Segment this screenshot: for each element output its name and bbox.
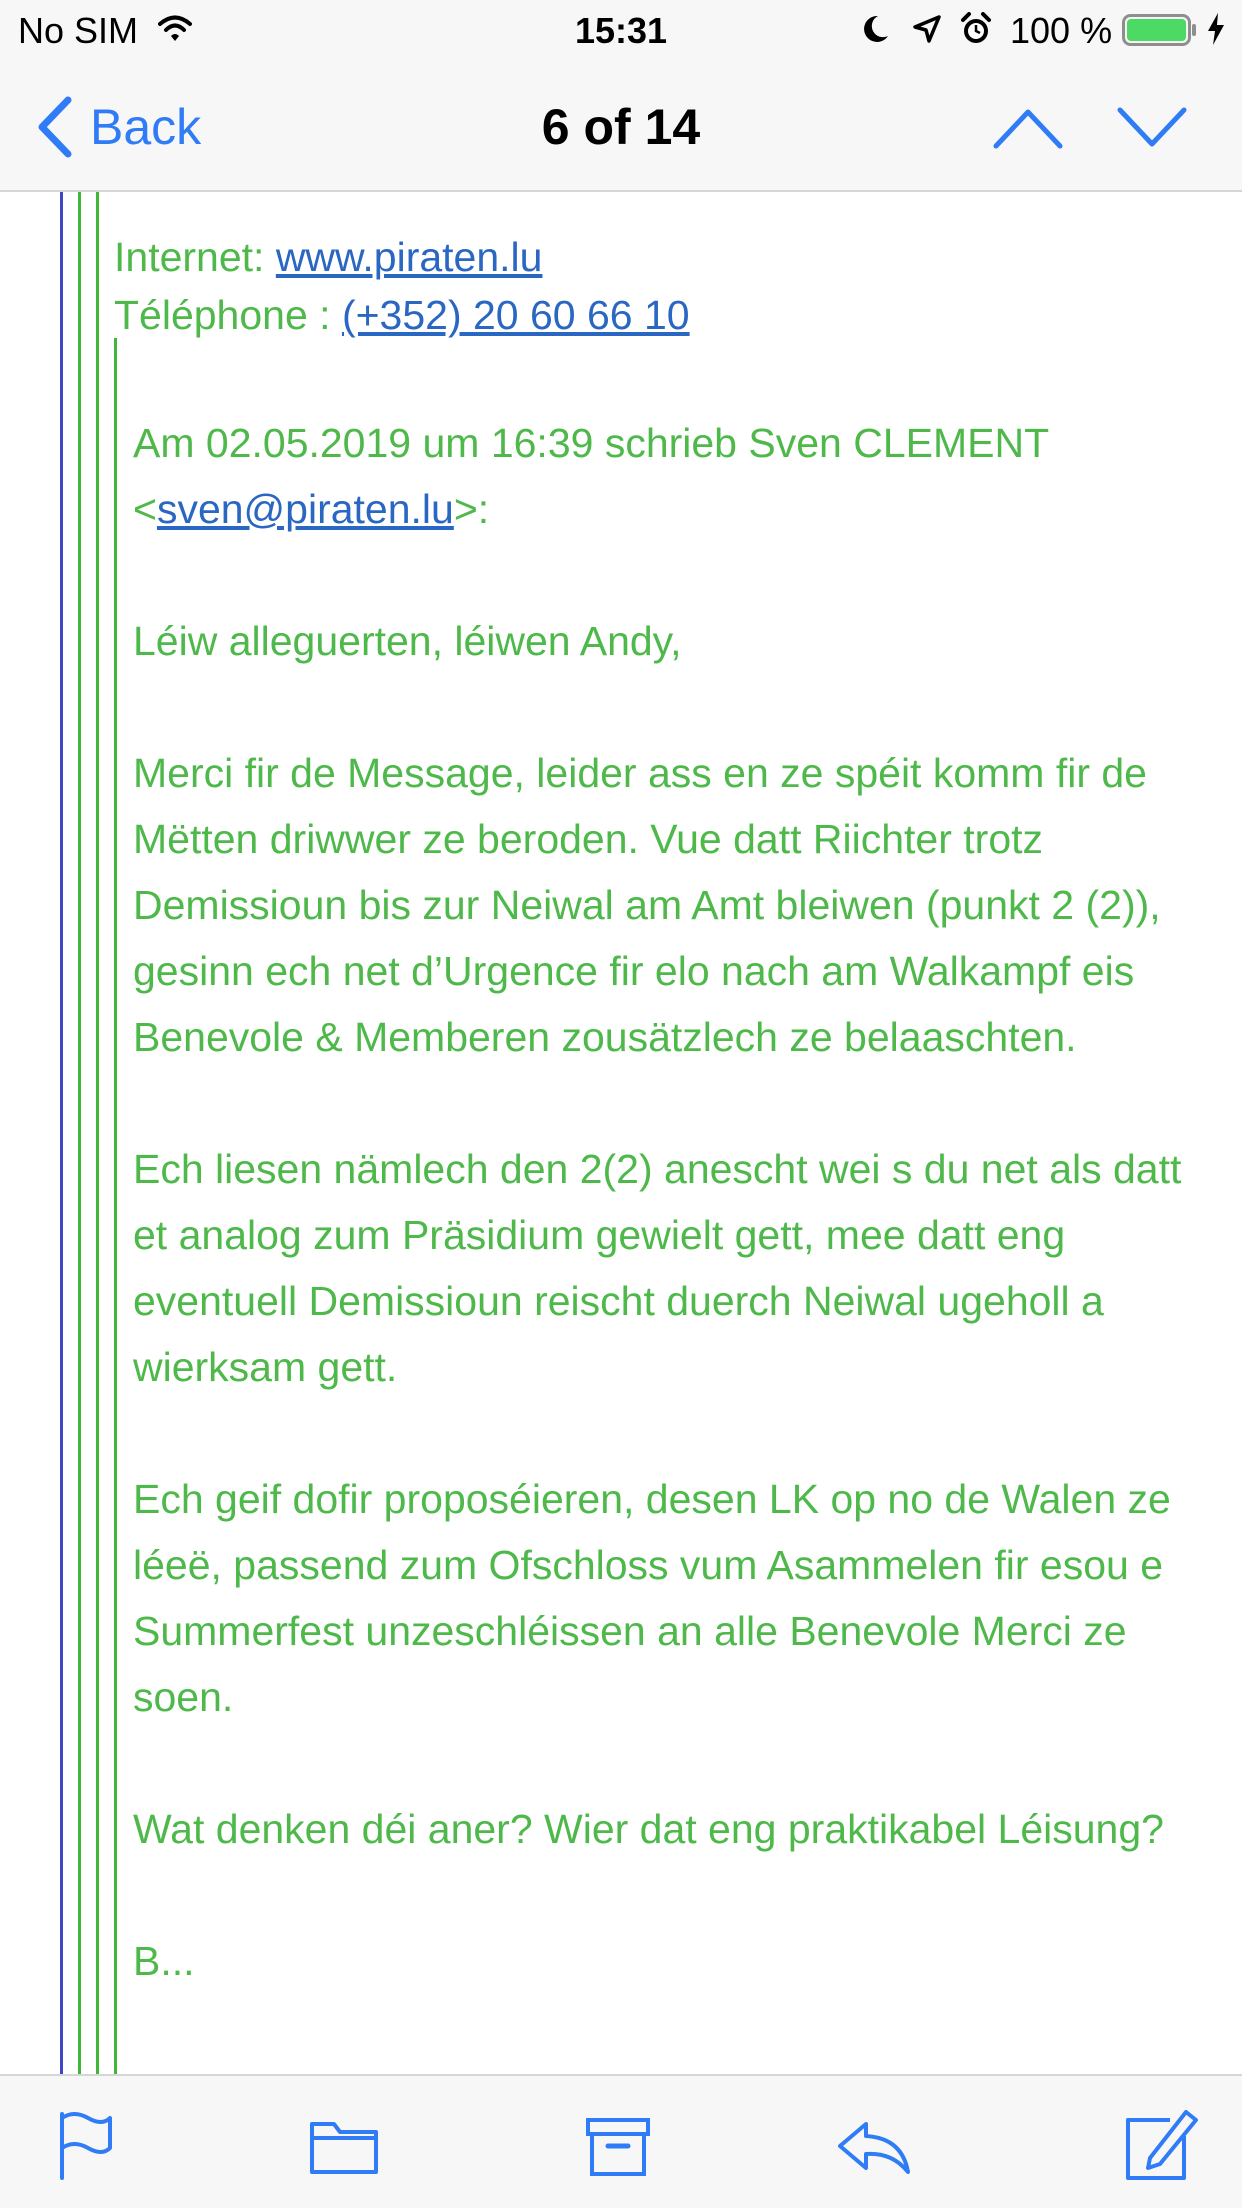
- flag-icon: [52, 2106, 132, 2186]
- phone-label: Téléphone :: [114, 292, 342, 338]
- compose-icon: [1120, 2106, 1200, 2186]
- status-bar: [0, 0, 1242, 60]
- battery-icon: [1122, 14, 1198, 51]
- next-message-button[interactable]: [1114, 100, 1190, 154]
- quoted-message: [133, 410, 1193, 2060]
- reply-icon: [834, 2106, 914, 2186]
- alarm-clock-icon: [960, 12, 992, 51]
- quote-header: [133, 410, 1193, 542]
- flag-button[interactable]: [52, 2106, 132, 2186]
- quote-header-suffix: >:: [453, 486, 490, 532]
- reply-button[interactable]: [834, 2106, 914, 2186]
- bottom-toolbar: [0, 2074, 1242, 2208]
- previous-message-button[interactable]: [990, 100, 1066, 154]
- navigation-bar: [0, 60, 1242, 192]
- archive-button[interactable]: [580, 2106, 660, 2186]
- carrier-label: No SIM: [18, 10, 139, 51]
- folder-icon: [304, 2106, 384, 2186]
- message-paragraph: Ech geif dofir proposéieren, desen LK op no de Walen ze léeë, passend zum Ofschloss vum Asammelen fir esou e Summerfest unzeschléissen an alle Benevole Merci ze soen.: [133, 1476, 1171, 1720]
- message-paragraph: Ech liesen nämlech den 2(2) anescht wei s du net als datt et analog zum Präsidium gewielt gett, mee datt eng eventuell Demissioun reischt duerch Neiwal ugeholl a wierksam gett.: [133, 1146, 1182, 1390]
- quote-header-prefix: Am 02.05.2019 um 16:39 schrieb Sven CLEMENT <: [133, 420, 1049, 532]
- quote-bar: [60, 192, 63, 2074]
- message-paragraph-greeting: Léiw alleguerten, léiwen Andy,: [133, 618, 682, 664]
- message-position-title: 6 of 14: [541, 99, 701, 155]
- phone-line: [114, 286, 690, 344]
- signature-contact-block: [114, 228, 690, 344]
- phone-link[interactable]: (+352) 20 60 66 10: [341, 292, 690, 338]
- previous-message-chevron-up-icon: [990, 100, 1066, 154]
- battery-percent: 100 %: [1010, 10, 1113, 51]
- sender-email-link[interactable]: sven@piraten.lu: [156, 486, 454, 532]
- back-label: Back: [90, 99, 202, 155]
- quote-bar: [114, 338, 117, 2074]
- quote-bar: [78, 192, 81, 2074]
- message-paragraph: Merci fir de Message, leider ass en ze spéit komm fir de Mëtten driwwer ze beroden. Vue datt Riichter trotz Demissioun bis zur Neiwal am Amt bleiwen (punkt 2 (2)), gesinn ech net d’Urgence fir elo nach am Walkampf eis Benevole & Memberen zousätzlech ze belaaschten.: [133, 750, 1161, 1060]
- website-link[interactable]: www.piraten.lu: [275, 234, 543, 280]
- compose-button[interactable]: [1120, 2106, 1200, 2186]
- location-arrow-icon: [912, 14, 942, 49]
- charging-bolt-icon: [1206, 12, 1226, 51]
- next-message-chevron-down-icon: [1114, 100, 1190, 154]
- archive-icon: [580, 2106, 660, 2186]
- quote-bar: [96, 192, 99, 2074]
- internet-label: Internet:: [114, 234, 276, 280]
- move-to-folder-button[interactable]: [304, 2106, 384, 2186]
- message-body[interactable]: [0, 192, 1242, 2074]
- internet-line: [114, 228, 690, 286]
- message-paragraph-cutoff: B...: [133, 1938, 195, 1984]
- message-paragraph: Wat denken déi aner? Wier dat eng praktikabel Léisung?: [133, 1806, 1164, 1852]
- clock: 15:31: [574, 10, 668, 51]
- moon-icon: [862, 14, 890, 49]
